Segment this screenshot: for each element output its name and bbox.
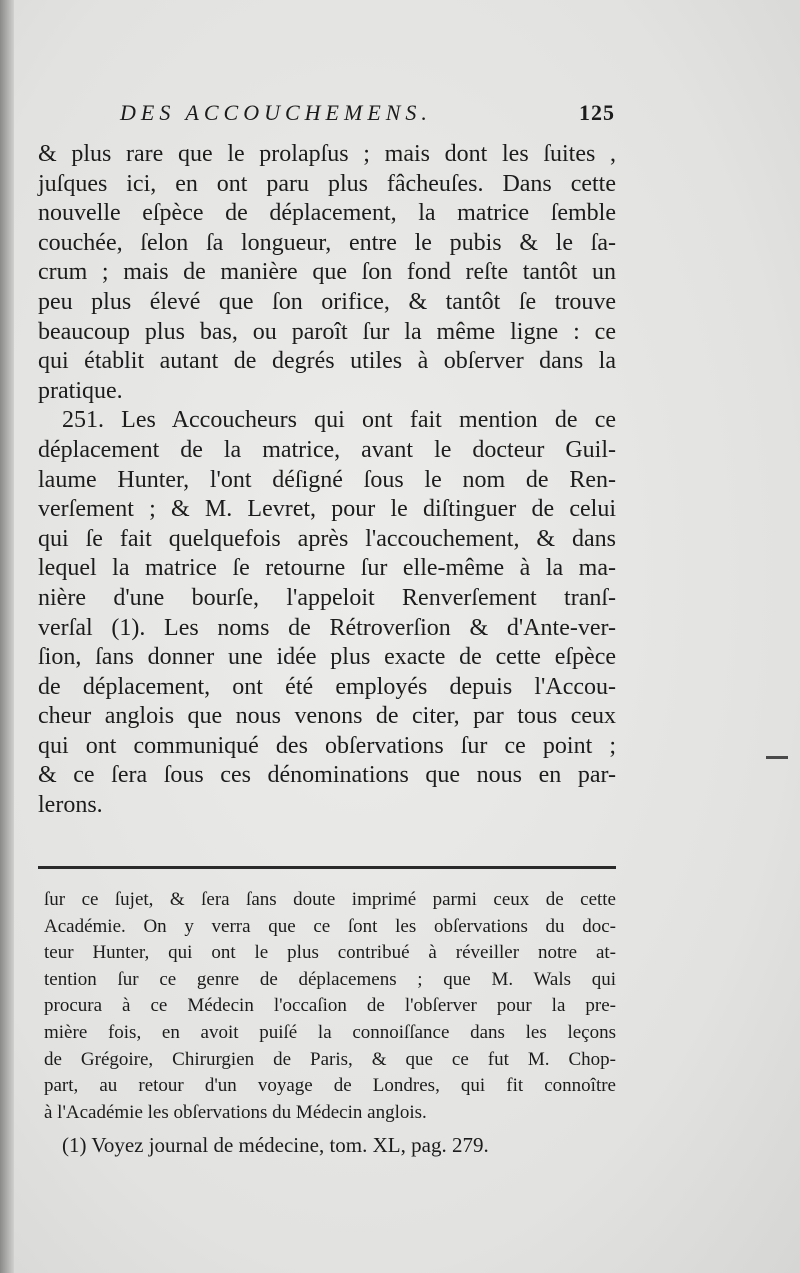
body-line: verſal (1). Les noms de Rétroverſion & d'Ante-ver-: [38, 614, 616, 641]
body-line: qui établit autant de degrés utiles à obſerver dans la: [38, 348, 616, 375]
body-line: juſques ici, en ont paru plus fâcheuſes. Dans cette: [38, 170, 616, 197]
footnote-line: à l'Académie les obſervations du Médecin anglois.: [44, 1101, 427, 1123]
footnote-line: Académie. On y verra que ce ſont les obſervations du doc-: [44, 915, 616, 937]
body-line: ſion, ſans donner une idée plus exacte de cette eſpèce: [38, 644, 616, 671]
footnote-line: part, au retour d'un voyage de Londres, qui fit connoître: [44, 1075, 616, 1097]
footnote-line: de Grégoire, Chirurgien de Paris, & que ce fut M. Chop-: [44, 1048, 616, 1070]
body-line: déplacement de la matrice, avant le docteur Guil-: [38, 436, 616, 463]
body-line: 251. Les Accoucheurs qui ont fait mention de ce: [62, 407, 616, 434]
body-line: lerons.: [38, 792, 103, 819]
footnote-line: mière fois, en avoit puiſé la connoiſſance dans les leçons: [44, 1021, 616, 1043]
page-gutter-shadow: [0, 0, 14, 1273]
body-line: beaucoup plus bas, ou paroît ſur la même ligne : ce: [38, 318, 616, 345]
page-header: [120, 100, 615, 134]
footnote-line: tention ſur ce genre de déplacemens ; que M. Wals qui: [44, 968, 616, 990]
body-line: verſement ; & M. Levret, pour le diſtinguer de celui: [38, 496, 616, 523]
body-line: nouvelle eſpèce de déplacement, la matrice ſemble: [38, 200, 616, 227]
margin-mark: [766, 756, 788, 759]
footnote-line: ſur ce ſujet, & ſera ſans doute imprimé parmi ceux de cette: [44, 889, 616, 910]
body-line: & ce ſera ſous ces dénominations que nous en par-: [38, 762, 616, 789]
body-line: de déplacement, ont été employés depuis l'Accou-: [38, 673, 616, 700]
footnotes: [44, 887, 616, 1160]
body-line: lequel la matrice ſe retourne ſur elle-même à la ma-: [38, 555, 616, 582]
body-line: nière d'une bourſe, l'appeloit Renverſement tranſ-: [38, 584, 616, 611]
body-line: qui ont communiqué des obſervations ſur ce point ;: [38, 732, 616, 759]
body-line: laume Hunter, l'ont déſigné ſous le nom de Ren-: [38, 466, 616, 493]
body-line: qui ſe fait quelquefois après l'accouchement, & dans: [38, 525, 616, 552]
footnote-reference: [44, 1130, 616, 1160]
body-line: crum ; mais de manière que ſon fond reſte tantôt un: [38, 259, 616, 286]
page-number: 125: [579, 100, 615, 125]
body-line: peu plus élevé que ſon orifice, & tantôt ſe trouve: [38, 288, 616, 315]
main-text: [38, 140, 616, 821]
footnote-reference-text: (1) Voyez journal de médecine, tom. XL, pag. 279.: [62, 1133, 489, 1158]
body-line: cheur anglois que nous venons de citer, par tous ceux: [38, 703, 616, 730]
body-line: pratique.: [38, 377, 123, 404]
body-line: couchée, ſelon ſa longueur, entre le pubis & le ſa-: [38, 229, 616, 256]
footnote-line: procura à ce Médecin l'occaſion de l'obſerver pour la pre-: [44, 995, 616, 1017]
footnote-divider: [38, 866, 616, 869]
running-head: DES ACCOUCHEMENS.: [120, 100, 432, 125]
footnote-line: teur Hunter, qui ont le plus contribué à réveiller notre at-: [44, 942, 616, 964]
body-line: & plus rare que le prolapſus ; mais dont les ſuites ,: [38, 141, 616, 167]
